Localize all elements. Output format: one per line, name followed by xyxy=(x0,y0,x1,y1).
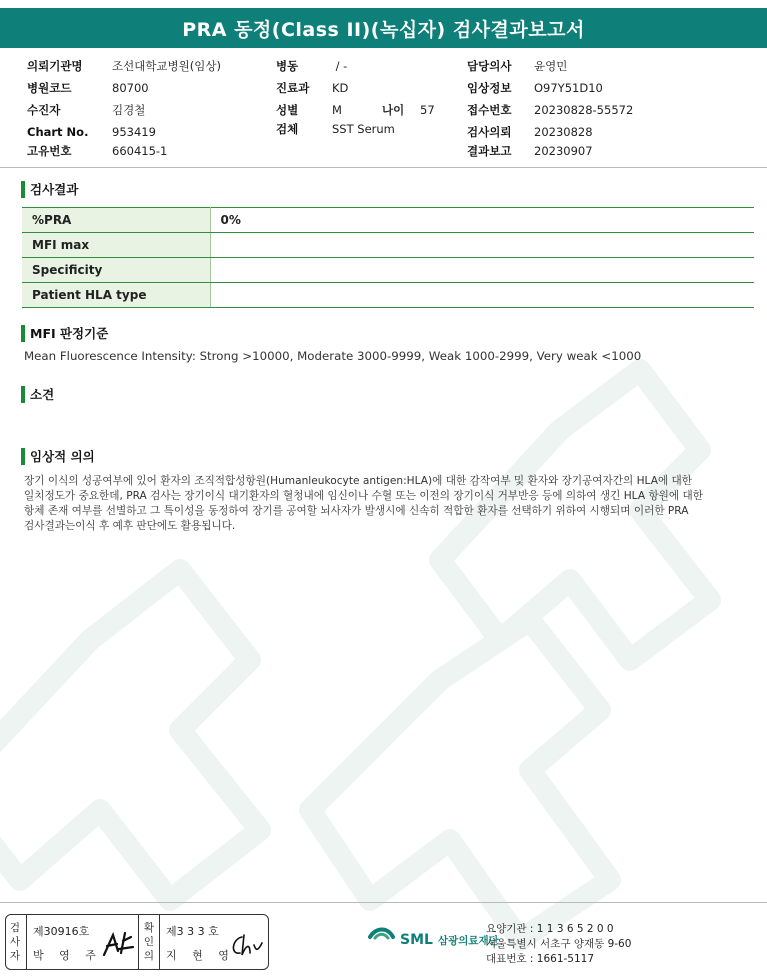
report-title: PRA 동정(Class II)(녹십자) 검사결과보고서 xyxy=(0,8,767,48)
result-name: MFI max xyxy=(22,233,210,258)
info-label: 의뢰기관명 xyxy=(27,59,83,73)
info-value: 20230907 xyxy=(534,144,593,158)
clinical-line: 장기 이식의 성공여부에 있어 환자의 조직적합성항원(Humanleukocyte antigen:HLA)에 대한 감작여부 및 환자와 장기공여자간의 HLA에 대한 xyxy=(24,475,693,487)
clinical-line: 항체 존재 여부를 선별하고 그 특이성을 동정하여 장기를 공여할 뇌사자가 발생시에 신속히 적합한 환자를 선택하기 위하여 시행되며 이러한 PRA xyxy=(24,505,689,517)
table-row xyxy=(22,233,754,258)
info-row xyxy=(467,99,747,121)
section-marker xyxy=(21,386,25,403)
age-label: 나이 xyxy=(382,103,405,117)
results-table xyxy=(22,207,754,308)
info-label: 진료과 xyxy=(276,81,310,95)
tester-license: 제30916호 xyxy=(33,925,90,938)
info-label: 접수번호 xyxy=(467,103,512,117)
confirmer-label-text: 확인의 xyxy=(143,922,155,962)
info-value: SST Serum xyxy=(332,122,395,136)
confirmer-license: 제3 3 3 호 xyxy=(166,925,219,938)
table-row xyxy=(22,283,754,308)
org-name: 삼광의료재단 xyxy=(437,934,499,947)
info-column-1 xyxy=(27,55,257,159)
org-code: 요양기관 : 1 1 3 6 5 2 0 0 xyxy=(486,923,614,935)
tester-name: 박 영 주 xyxy=(33,949,102,962)
info-label: 수진자 xyxy=(27,103,61,117)
org-info xyxy=(486,922,631,967)
info-row xyxy=(27,99,257,121)
signature-separator xyxy=(138,915,139,969)
section-mfi-heading xyxy=(21,324,108,342)
clinical-significance-text xyxy=(24,474,736,534)
section-opinion-heading xyxy=(21,385,54,403)
info-label: 검체 xyxy=(276,122,299,136)
info-row xyxy=(27,121,257,143)
logo-text: SML xyxy=(400,932,433,948)
section-title: MFI 판정기준 xyxy=(30,326,109,341)
info-value: 80700 xyxy=(112,81,149,95)
info-label: Chart No. xyxy=(27,125,89,139)
signature-separator xyxy=(26,915,27,969)
result-value xyxy=(210,258,754,283)
age-value: 57 xyxy=(420,103,435,117)
org-logo xyxy=(366,920,499,960)
section-marker xyxy=(21,181,25,198)
section-clinical-heading xyxy=(21,447,95,465)
signature-separator xyxy=(159,915,160,969)
table-row xyxy=(22,258,754,283)
info-label: 검사의뢰 xyxy=(467,125,512,139)
info-label: 병원코드 xyxy=(27,81,72,95)
info-row xyxy=(467,143,747,159)
info-value: 김경철 xyxy=(112,103,146,117)
confirmer-label xyxy=(142,921,156,963)
info-row xyxy=(276,99,456,121)
section-title: 임상적 의의 xyxy=(30,449,95,464)
org-address: 서울특별시 서초구 양재동 9-60 xyxy=(486,938,632,950)
info-column-3 xyxy=(467,55,747,159)
confirmer-name: 지 현 영 xyxy=(166,949,235,962)
tester-label xyxy=(8,921,22,963)
info-row xyxy=(276,121,456,137)
info-value: 윤영민 xyxy=(534,59,568,73)
info-column-2 xyxy=(276,55,456,137)
section-marker xyxy=(21,448,25,465)
info-row xyxy=(27,77,257,99)
confirmer-signature-icon xyxy=(228,931,264,959)
info-value: 조선대학교병원(임상) xyxy=(112,59,221,73)
info-value: KD xyxy=(332,81,349,95)
table-row xyxy=(22,208,754,233)
info-row xyxy=(27,55,257,77)
info-value: / - xyxy=(332,59,348,73)
info-value: M xyxy=(332,103,342,117)
tester-label-text: 검사자 xyxy=(9,922,21,962)
signature-box xyxy=(5,914,269,970)
result-value: 0% xyxy=(210,208,754,233)
info-label: 고유번호 xyxy=(27,144,72,158)
info-value: 20230828-55572 xyxy=(534,103,634,117)
section-title: 소견 xyxy=(30,387,55,402)
header-divider xyxy=(0,167,767,168)
clinical-line: 검사결과는이식 후 예후 판단에도 활용됩니다. xyxy=(24,520,236,532)
mfi-criteria-text: Mean Fluorescence Intensity: Strong >10000, Moderate 3000-9999, Weak 1000-2999, Very weak <1000 xyxy=(24,349,642,363)
info-value: 953419 xyxy=(112,125,156,139)
info-value: 20230828 xyxy=(534,125,593,139)
section-marker xyxy=(21,325,25,342)
info-label: 병동 xyxy=(276,59,299,73)
info-row xyxy=(467,121,747,143)
info-label: 임상정보 xyxy=(467,81,512,95)
footer-divider xyxy=(0,902,767,903)
org-phone: 대표번호 : 1661-5117 xyxy=(486,953,595,965)
result-name: Specificity xyxy=(22,258,210,283)
section-results-heading xyxy=(21,180,78,198)
section-title: 검사결과 xyxy=(30,182,79,197)
result-name: %PRA xyxy=(22,208,210,233)
info-value: 660415-1 xyxy=(112,144,168,158)
result-name: Patient HLA type xyxy=(22,283,210,308)
result-value xyxy=(210,283,754,308)
info-row xyxy=(276,77,456,99)
info-row xyxy=(276,55,456,77)
info-value: O97Y51D10 xyxy=(534,81,603,95)
info-row xyxy=(467,77,747,99)
clinical-line: 일치정도가 중요한데, PRA 검사는 장기이식 대기환자의 혈청내에 임신이나 수혈 또는 이전의 장기이식 거부반응 등에 의하여 생긴 HLA 항원에 대한 xyxy=(24,490,703,502)
info-row xyxy=(27,143,257,159)
result-value xyxy=(210,233,754,258)
info-row xyxy=(467,55,747,77)
info-label: 성별 xyxy=(276,103,299,117)
info-label: 담당의사 xyxy=(467,59,512,73)
sml-logo-icon xyxy=(366,925,396,955)
info-label: 결과보고 xyxy=(467,144,512,158)
tester-signature-icon xyxy=(101,929,135,959)
